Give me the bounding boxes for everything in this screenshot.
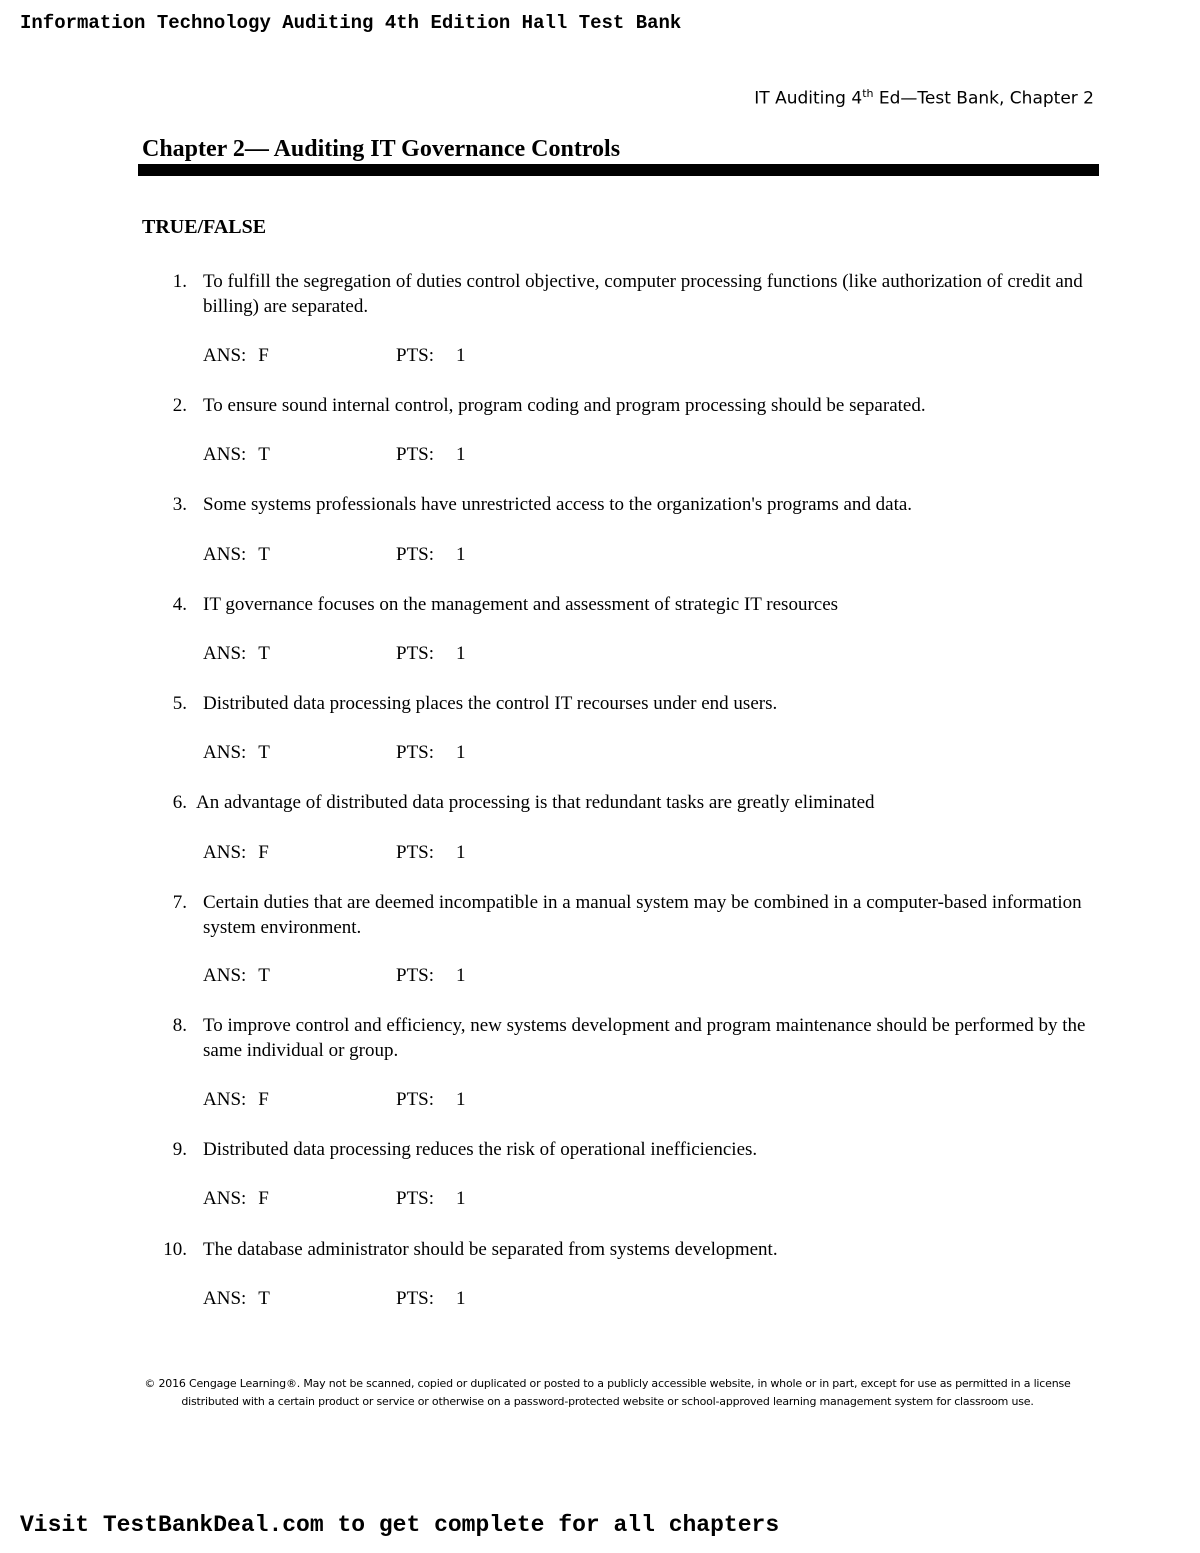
running-head-superscript: th — [862, 87, 874, 100]
answer-value: F — [258, 1089, 269, 1110]
answer-label: ANS: — [203, 544, 247, 565]
answer-label: ANS: — [203, 965, 247, 986]
points — [396, 1186, 466, 1211]
running-head-prefix: IT Auditing 4 — [754, 88, 863, 109]
answer-label: ANS: — [203, 1089, 247, 1110]
points-value: 1 — [456, 1288, 466, 1309]
question-text: To fulfill the segregation of duties control objective, computer processing functions (like authorization of credit and billing) are separated. — [203, 271, 1083, 317]
points — [396, 343, 466, 368]
section-heading: TRUE/FALSE — [142, 216, 267, 238]
answer — [203, 1087, 269, 1112]
points — [396, 641, 466, 666]
question-number: 3. — [172, 494, 187, 515]
points — [396, 1087, 466, 1112]
answer-value: T — [258, 544, 270, 565]
points-label: PTS: — [396, 544, 435, 565]
question-text: Distributed data processing reduces the risk of operational inefficiencies. — [203, 1139, 758, 1160]
points — [396, 1286, 466, 1311]
question-number: 2. — [172, 395, 187, 416]
title-rule — [138, 164, 1099, 176]
question-text: The database administrator should be separated from systems development. — [203, 1239, 778, 1260]
chapter-title: Chapter 2— Auditing IT Governance Controls — [142, 136, 621, 162]
question-number: 10. — [163, 1239, 187, 1260]
points-value: 1 — [456, 1089, 466, 1110]
points-value: 1 — [456, 544, 466, 565]
answer-label: ANS: — [203, 1188, 247, 1209]
answer-value: T — [258, 1288, 270, 1309]
question-text: Certain duties that are deemed incompatible in a manual system may be combined in a computer-based information system environment. — [203, 892, 1082, 938]
question-text: An advantage of distributed data processing is that redundant tasks are greatly eliminated — [196, 792, 875, 813]
answer — [203, 343, 269, 368]
answer-label: ANS: — [203, 345, 247, 366]
answer-label: ANS: — [203, 643, 247, 664]
points-label: PTS: — [396, 643, 435, 664]
question-number: 4. — [172, 594, 187, 615]
points-value: 1 — [456, 842, 466, 863]
answer — [203, 840, 269, 865]
running-head-suffix: Ed—Test Bank, Chapter 2 — [873, 88, 1094, 109]
answer-value: T — [258, 965, 270, 986]
question-text: Some systems professionals have unrestricted access to the organization's programs and data. — [203, 494, 913, 515]
answer-value: F — [258, 1188, 269, 1209]
copyright-line-1: © 2016 Cengage Learning®. May not be scanned, copied or duplicated or posted to a publicly accessible website, in whole or in part, except for use as permitted in a license — [144, 1377, 1071, 1390]
points-label: PTS: — [396, 444, 435, 465]
answer-value: T — [258, 643, 270, 664]
answer-label: ANS: — [203, 444, 247, 465]
points — [396, 963, 466, 988]
points-value: 1 — [456, 965, 466, 986]
bottom-banner: Visit TestBankDeal.com to get complete for all chapters — [20, 1512, 780, 1538]
question-text: Distributed data processing places the control IT recourses under end users. — [203, 693, 778, 714]
points-label: PTS: — [396, 1089, 435, 1110]
copyright-notice — [110, 1375, 1105, 1411]
points — [396, 442, 466, 467]
points-label: PTS: — [396, 1288, 435, 1309]
question-number: 1. — [172, 271, 187, 292]
points-value: 1 — [456, 1188, 466, 1209]
answer-label: ANS: — [203, 842, 247, 863]
points-label: PTS: — [396, 742, 435, 763]
question-number: 6. — [172, 792, 187, 813]
answer-value: F — [258, 345, 269, 366]
answer-value: T — [258, 742, 270, 763]
points — [396, 840, 466, 865]
copyright-line-2: distributed with a certain product or service or otherwise on a password-protected website or school-approved learning management system for classroom use. — [181, 1395, 1034, 1408]
question-text: To improve control and efficiency, new systems development and program maintenance should be performed by the same individual or group. — [203, 1015, 1086, 1061]
points-value: 1 — [456, 345, 466, 366]
answer — [203, 641, 270, 666]
answer — [203, 1186, 269, 1211]
answer-value: F — [258, 842, 269, 863]
question-number: 7. — [172, 892, 187, 913]
points — [396, 740, 466, 765]
points-value: 1 — [456, 742, 466, 763]
answer — [203, 740, 270, 765]
points-value: 1 — [456, 444, 466, 465]
answer — [203, 442, 270, 467]
points-label: PTS: — [396, 345, 435, 366]
question-number: 9. — [172, 1139, 187, 1160]
answer — [203, 1286, 270, 1311]
points-label: PTS: — [396, 842, 435, 863]
points-label: PTS: — [396, 1188, 435, 1209]
question-number: 8. — [172, 1015, 187, 1036]
answer-value: T — [258, 444, 270, 465]
answer-label: ANS: — [203, 1288, 247, 1309]
answer-label: ANS: — [203, 742, 247, 763]
points — [396, 542, 466, 567]
answer — [203, 542, 270, 567]
points-value: 1 — [456, 643, 466, 664]
running-head — [754, 87, 1094, 109]
answer — [203, 963, 270, 988]
question-text: To ensure sound internal control, program coding and program processing should be separated. — [203, 395, 926, 416]
question-text: IT governance focuses on the management and assessment of strategic IT resources — [203, 594, 839, 615]
points-label: PTS: — [396, 965, 435, 986]
question-number: 5. — [172, 693, 187, 714]
top-banner: Information Technology Auditing 4th Edition Hall Test Bank — [20, 12, 682, 34]
